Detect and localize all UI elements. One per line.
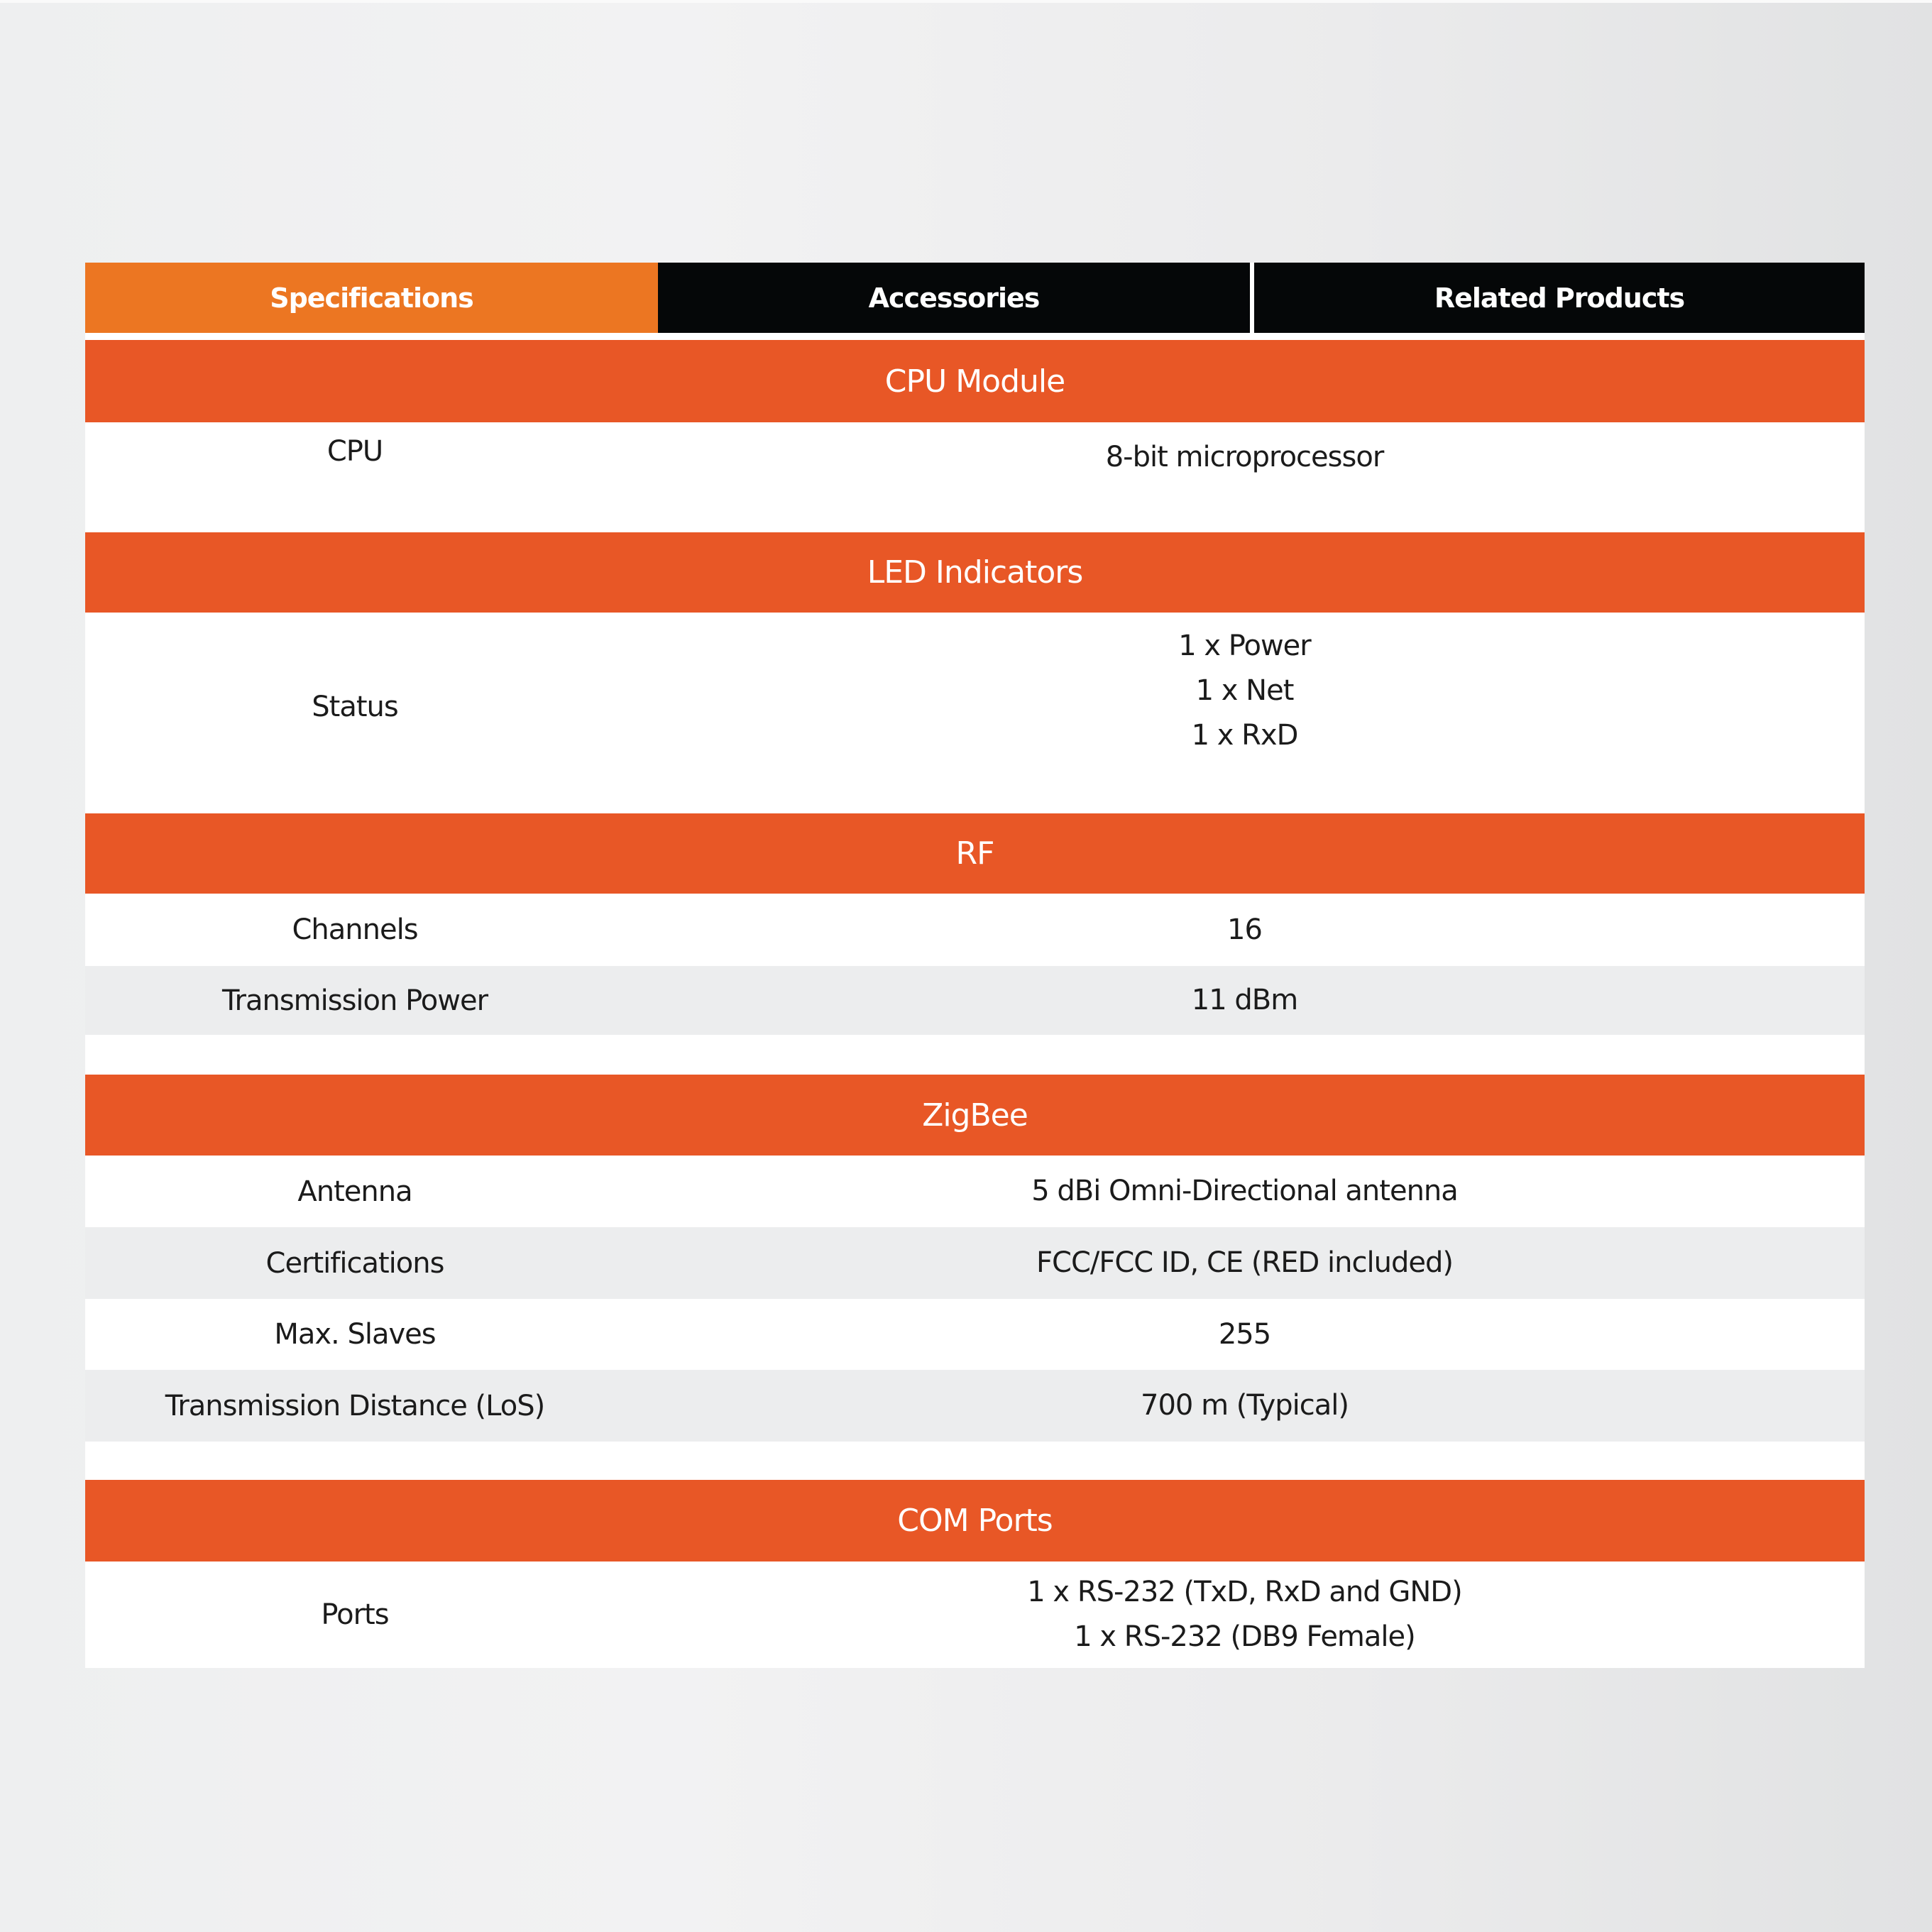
spec-label: Max. Slaves: [274, 1318, 436, 1351]
spec-value: [625, 1570, 1865, 1659]
spec-label: Ports: [321, 1598, 389, 1631]
spec-value-line: 1 x RS-232 (DB9 Female): [1074, 1620, 1415, 1653]
section-title: ZigBee: [922, 1097, 1028, 1134]
spec-value-line: 255: [1218, 1317, 1271, 1351]
tab-spacer: [85, 333, 1865, 340]
tab-label: Related Products: [1434, 282, 1685, 314]
spec-value-line: 16: [1227, 913, 1262, 946]
spec-label: Transmission Power: [221, 984, 488, 1017]
section-header-com-ports: [85, 1480, 1865, 1561]
spec-label: Transmission Distance (LoS): [165, 1389, 545, 1422]
spec-value-line: FCC/FCC ID, CE (RED included): [1036, 1246, 1453, 1279]
spec-value: [625, 613, 1865, 758]
spec-value: [625, 1383, 1865, 1428]
section-title: RF: [955, 835, 994, 872]
spec-row-max-slaves: [85, 1299, 1865, 1370]
section-header-led-indicators: [85, 532, 1865, 613]
spec-value-line: 8-bit microprocessor: [1105, 441, 1384, 473]
spec-value-line: 1 x RS-232 (TxD, RxD and GND): [1027, 1576, 1462, 1608]
spec-value: [625, 1241, 1865, 1285]
top-edge-highlight: [0, 0, 1932, 3]
spec-row-status: [85, 613, 1865, 813]
spec-value-line: 1 x Net: [1195, 674, 1294, 707]
spec-value-line: 11 dBm: [1191, 984, 1298, 1016]
section-title: COM Ports: [897, 1503, 1053, 1539]
tab-specifications[interactable]: [85, 263, 658, 333]
spec-label: CPU: [326, 435, 383, 468]
spec-value: [625, 978, 1865, 1023]
spec-value-line: 1 x Power: [1178, 630, 1311, 662]
section-gap: [85, 1035, 1865, 1075]
spec-value-line: 1 x RxD: [1191, 719, 1298, 752]
tab-related-products[interactable]: [1254, 263, 1865, 333]
spec-row-transmission-distance: [85, 1370, 1865, 1442]
spec-row-ports: [85, 1561, 1865, 1668]
spec-value-line: 700 m (Typical): [1141, 1389, 1349, 1422]
spec-row-transmission-power: [85, 966, 1865, 1035]
spec-value: [625, 422, 1865, 480]
tab-bar: [85, 263, 1865, 333]
section-title: CPU Module: [884, 363, 1065, 400]
section-gap: [85, 1442, 1865, 1480]
section-header-cpu-module: [85, 340, 1865, 422]
spec-value: [625, 908, 1865, 953]
spec-value: [625, 1312, 1865, 1357]
spec-label: Antenna: [297, 1175, 412, 1208]
tab-label: Specifications: [270, 282, 473, 314]
spec-row-certifications: [85, 1227, 1865, 1299]
spec-label: Channels: [292, 913, 418, 946]
section-title: LED Indicators: [867, 554, 1083, 591]
tab-label: Accessories: [868, 282, 1040, 314]
tab-accessories[interactable]: [658, 263, 1250, 333]
spec-value: [625, 1169, 1865, 1214]
section-header-zigbee: [85, 1075, 1865, 1156]
spec-value-line: 5 dBi Omni-Directional antenna: [1031, 1175, 1458, 1207]
spec-row-channels: [85, 894, 1865, 966]
spec-row-antenna: [85, 1156, 1865, 1227]
spec-label: Certifications: [265, 1246, 444, 1280]
section-header-rf: [85, 813, 1865, 894]
spec-label: Status: [312, 691, 398, 723]
spec-row-cpu: [85, 422, 1865, 532]
spec-panel: [85, 263, 1865, 1668]
